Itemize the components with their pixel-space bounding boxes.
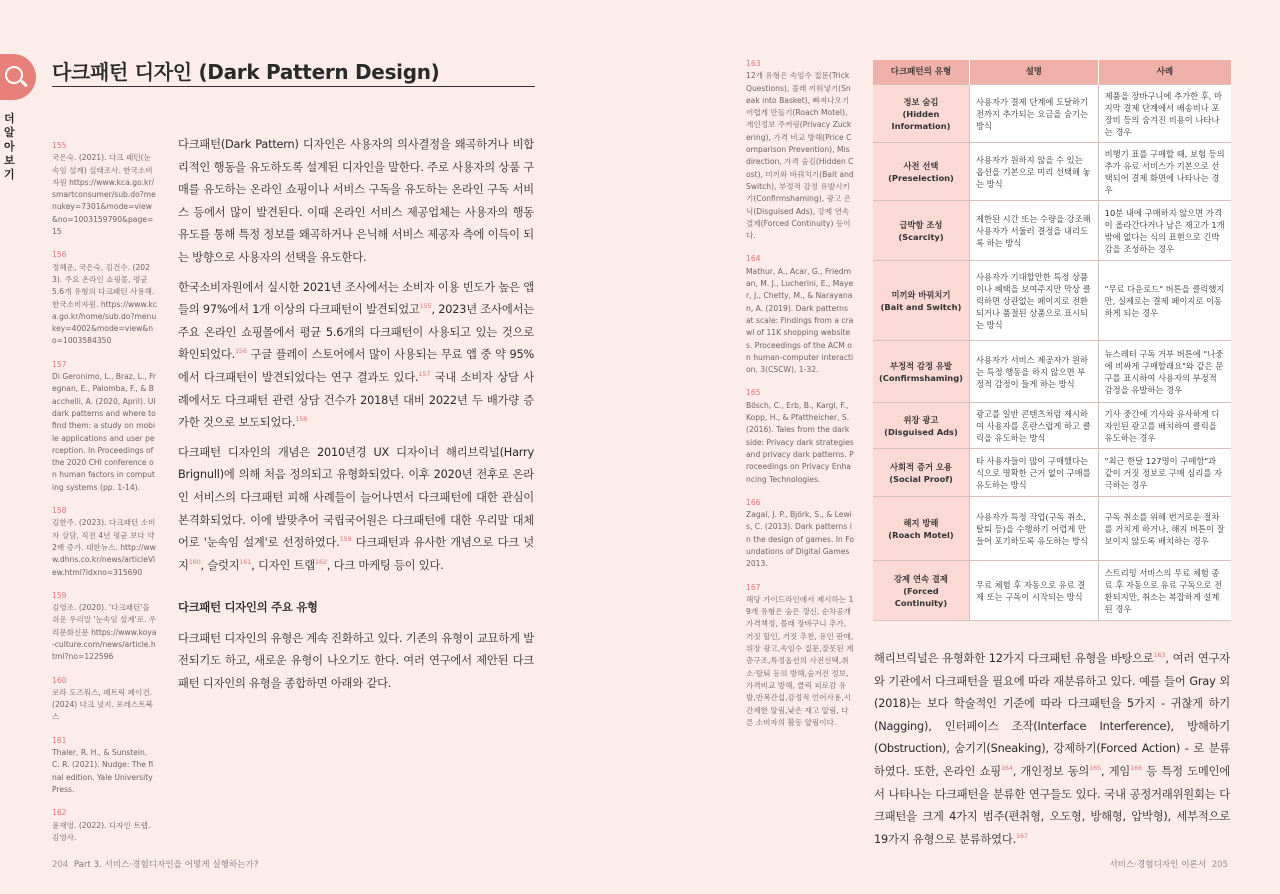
side-tab-label: 더알아보기	[4, 112, 15, 181]
pattern-example-cell: 비행기 표를 구매할 때, 보험 등의 추가 유료 서비스가 기본으로 선택되어 결제 화면에 나타나는 경우	[1098, 143, 1231, 201]
footnote-ref[interactable]: 159	[339, 535, 352, 544]
footnote-text: 12개 유형은 속임수 질문(Trick Questions), 몰래 끼워넣기(Sneak into Basket), 빠져나오기 어렵게 만들기(Roach Motel), 개인정보 주커링(Privacy Zuckering), 가격 비교 방해(Price Comparison Prevention), Misdirection, 가격 숨김(Hidden Cost), 미끼와 바꿔치기(Bait and Switch), 부정적 감정 유발시키기(Confirmshaming), 광고 은닉(Disguised Ads), 강제 연속 결제(Forced Continuity) 등이다.	[746, 71, 854, 241]
pattern-type-line: Information)	[891, 120, 951, 131]
pattern-example-cell: 10분 내에 구매하지 않으면 가격이 올라간다거나 남은 재고가 1개밖에 없다는 식의 표현으로 긴박감을 조성하는 경우	[1098, 201, 1231, 261]
right-footnotes	[746, 58, 854, 740]
footnote	[746, 387, 854, 485]
footnote	[746, 253, 854, 376]
footnote-number: 160	[52, 675, 67, 685]
footnote	[52, 359, 157, 494]
pattern-type-line: (Disguised Ads)	[884, 426, 958, 437]
pattern-example-cell: 기사 중간에 기사와 유사하게 디자인된 광고를 배치하여 클릭을 유도하는 경우	[1098, 403, 1231, 449]
pattern-description-cell: 사용자가 기대할만한 특정 상품이나 혜택을 보여주지만 막상 클릭하면 상관없는 페이지로 전환되거나 품절된 상품으로 표시되는 방식	[969, 261, 1098, 341]
pattern-type-line: (Preselection)	[888, 172, 954, 183]
table-row	[873, 201, 1231, 261]
pattern-type-line: (Hidden	[902, 108, 940, 119]
pattern-type-line: (Forced Continuity)	[894, 585, 948, 608]
pattern-type-line: 해지 방해	[903, 517, 939, 528]
footnote-text: Bösch, C., Erb, B., Kargl, F., Kopp, H., & Pfattheicher, S. (2016). Tales from the dark side: Privacy dark strategies and privacy dark patterns. Proceedings on Privacy Enhancing Technologies.	[746, 400, 854, 484]
pattern-description-cell: 제한된 시간 또는 수량을 강조해 사용자가 서둘러 결정을 내리도록 하는 방식	[969, 201, 1098, 261]
main-body	[178, 134, 534, 703]
footnote	[52, 505, 157, 579]
table-row	[873, 497, 1231, 561]
paragraph-4: 다크패턴 디자인의 유형은 계속 진화하고 있다. 기존의 유형이 교묘하게 발전되기도 하고, 새로운 유형이 나오기도 한다. 여러 연구에서 제안된 다크패턴 디자인의 유형을 종합하면 아래와 같다.	[178, 631, 534, 691]
pattern-type-cell	[873, 341, 969, 403]
footnote-ref[interactable]: 165	[1089, 764, 1101, 773]
footnote-ref[interactable]: 158	[295, 415, 308, 424]
footnote-text: Zagal, J. P., Björk, S., & Lewis, C. (2013). Dark patterns in the design of games. In Foundations of Digital Games 2013.	[746, 510, 854, 569]
pattern-type-line: (Scarcity)	[898, 231, 944, 242]
pattern-type-line: 부정적 감정 유발	[890, 360, 952, 371]
footnote	[52, 590, 157, 664]
pattern-type-line: (Social Proof)	[889, 473, 953, 484]
pattern-description-cell: 사용자가 결제 단계에 도달하기 전까지 추가되는 요금을 숨기는 방식	[969, 85, 1098, 143]
section-heading: 다크패턴 디자인의 주요 유형	[178, 601, 318, 615]
footnote-text: Thaler, R. H., & Sunstein, C. R. (2021). Nudge: The final edition. Yale University Press.	[52, 748, 154, 794]
pattern-example-cell: 구독 취소를 위해 번거로운 절차를 거치게 하거나, 해지 버튼이 잘 보이지 않도록 배치하는 경우	[1098, 497, 1231, 561]
footnote-number: 164	[746, 254, 761, 264]
pattern-type-line: (Bait and Switch)	[880, 301, 962, 312]
pattern-description-cell: 사용자가 서비스 제공자가 원하는 특정 행동을 하지 않으면 부정적 감정이 들게 하는 방식	[969, 341, 1098, 403]
footnote-ref[interactable]: 164	[1000, 764, 1013, 773]
table-row	[873, 561, 1231, 621]
footnote	[52, 249, 157, 347]
pattern-type-cell	[873, 561, 969, 621]
footnote-text: 정혜운, 국은숙, 김건수. (2023). 주요 온라인 쇼핑몰, 평균 5.6개 유형의 다크패턴 사용해. 한국소비자원. https://www.kca.go.kr/home/sub.do?menukey=4002&mode=view&no=1003584350	[52, 262, 157, 346]
footnote-ref[interactable]: 167	[1016, 831, 1028, 840]
footnote-number: 163	[746, 59, 761, 68]
footnote-number: 157	[52, 359, 67, 369]
table-header: 다크패턴의 유형	[873, 60, 969, 85]
footnote-text: 윤재영. (2022). 디자인 트랩. 김영사.	[52, 820, 151, 842]
pattern-type-line: 급박함 조성	[899, 219, 943, 230]
pattern-description-cell: 무료 체험 후 자동으로 유료 결제 또는 구독이 시작되는 방식	[969, 561, 1098, 621]
pattern-description-cell: 사용자가 특정 작업(구독 취소, 탈퇴 등)을 수행하기 어렵게 만들어 포기하도록 유도하는 방식	[969, 497, 1098, 561]
dark-pattern-table	[873, 60, 1231, 621]
footnote-text: 로라 도즈워스, 패트릭 페이건. (2024) 다크 넛지. 포레스트북스	[52, 687, 153, 722]
running-title: 서비스·경험디자인 이론서	[1109, 860, 1207, 870]
footnote	[746, 58, 854, 242]
footnote-ref[interactable]: 157	[418, 370, 431, 379]
pattern-example-cell: "최근 한달 127명이 구매함"과 같이 거짓 정보로 구매 심리를 자극하는 경우	[1098, 449, 1231, 497]
footnote-text: 김영조. (2020). '다크패턴'을 쉬운 우리말 '눈속임 설계'로. 우리문화신문 https://www.koya-culture.com/news/article.html?no=122596	[52, 603, 157, 662]
page-number: 205	[1211, 860, 1228, 870]
pattern-example-cell: 뉴스레터 구독 거부 버튼에 "나중에 비싸게 구매할래요"와 같은 문구를 표시하여 사용자의 부정적 감정을 유발하는 경우	[1098, 341, 1231, 403]
pattern-type-cell	[873, 403, 969, 449]
running-title: Part 3. 서비스·경험디자인을 어떻게 실행하는가?	[73, 860, 259, 870]
footnote-text: Mathur, A., Acar, G., Friedman, M. J., Lucherini, E., Mayer, J., Chetty, M., & Narayanan, A. (2019). Dark patterns at scale: Findings from a crawl of 11K shopping websites. Proceedings of the ACM on human-computer interaction, 3(CSCW), 1-32.	[746, 266, 854, 375]
table-row	[873, 261, 1231, 341]
pattern-type-cell	[873, 143, 969, 201]
footnote	[52, 140, 157, 238]
footnote-ref[interactable]: 161	[239, 557, 252, 566]
footnote-ref[interactable]: 166	[1130, 764, 1142, 773]
pattern-description-cell: 사용자가 원하지 않을 수 있는 옵션을 기본으로 미리 선택해 놓는 방식	[969, 143, 1098, 201]
paragraph-2: 한국소비자원에서 실시한 2021년 조사에서는 소비자 이용 빈도가 높은 앱들의 97%에서 1개 이상의 다크패턴이 발견되었고$^{155}$, 2023년 조사에서는 주요 온라인 쇼핑몰에서 평균 5.6개의 다크패턴이 사용되고 있는 것으로 확인되었다.$^{156}$ 구글 플레이 스토어에서 많이 사용되는 무료 앱 중 약 95%에서 다크패턴이 발견되었다는 연구 결과도 있다.$^{157}$ 국내 소비자 상담 사례에서도 다크패턴 관련 상담 건수가 2018년 대비 2022년 두 배가량 증가한 것으로 보도되었다.$^{158}$	[178, 280, 534, 430]
footnote-number: 158	[52, 506, 67, 516]
footnote-number: 156	[52, 250, 67, 260]
footnote-number: 155	[52, 141, 67, 150]
footnote-text: Di Geronimo, L., Braz, L., Fregnan, E., Palomba, F., & Bacchelli, A. (2020, April). UI dark patterns and where to find them: a study on mobile applications and user perception. In Proceedings of the 2020 CHI conference on human factors in computing systems (pp. 1-14).	[52, 372, 157, 492]
pattern-example-cell: 스트리밍 서비스의 무료 체험 종료 후 자동으로 유료 구독으로 전환되지만, 취소는 복잡하게 설계된 경우	[1098, 561, 1231, 621]
table-header: 설명	[969, 60, 1098, 85]
table-row	[873, 403, 1231, 449]
left-footnotes	[52, 140, 157, 855]
footnote-ref[interactable]: 160	[188, 557, 201, 566]
footnote	[52, 807, 157, 844]
footnote	[52, 735, 157, 796]
footnote	[52, 675, 157, 724]
right-body: 해리브릭널은 유형화한 12가지 다크패턴 유형을 바탕으로$^{163}$, 여러 연구자와 기관에서 다크패턴을 필요에 따라 재분류하고 있다. 예를 들어 Gray 외(2018)는 보다 학술적인 기준에 따라 다크패턴을 5가지 - 귀찮게 하기(Nagging), 인터페이스 조작(Interface Interference), 방해하기(Obstruction), 숨기기(Sneaking), 강제하기(Forced Action) - 로 분류하였다. 또한, 온라인 쇼핑$^{164}$, 개인정보 동의$^{165}$, 게임$^{166}$ 등 특정 도메인에서 나타나는 다크패턴을 분류한 연구들도 있다. 국내 공정거래위원회는 다크패턴을 크게 4가지 범주(편취형, 오도형, 방해형, 압박형), 세부적으로 19가지 유형으로 분류하였다.$^{167}$	[874, 651, 1231, 846]
footnote-ref[interactable]: 156	[234, 347, 247, 356]
footnote-ref[interactable]: 155	[419, 302, 432, 311]
pattern-type-line: 위장 광고	[903, 414, 939, 425]
pattern-type-cell	[873, 201, 969, 261]
footnote-ref[interactable]: 163	[1153, 651, 1166, 660]
footnote-number: 166	[746, 497, 761, 507]
footnote-number: 162	[52, 808, 67, 818]
pattern-type-cell	[873, 497, 969, 561]
paragraph-1: 다크패턴(Dark Pattern) 디자인은 사용자의 의사결정을 왜곡하거나 비합리적인 행동을 유도하도록 설계된 디자인을 말한다. 주로 사용자의 상품 구매를 유도하는 온라인 쇼핑이나 서비스 구독을 유도하는 온라인 구독 서비스 등에서 많이 발견된다. 이때 온라인 서비스 제공업체는 사용자의 행동 유도를 통해 특정 정보를 왜곡하거나 은닉해 서비스 제공자 측에 이득이 되는 방향으로 사용자의 선택을 유도한다.	[178, 138, 534, 264]
table-row	[873, 85, 1231, 143]
pattern-type-line: 사전 선택	[903, 160, 939, 171]
footnote-text: 국은숙. (2021). 다크 패턴(눈속임 설계) 실태조사. 한국소비자원 https://www.kca.go.kr/smartconsumer/sub.do?menukey=7301&mode=view&no=1003159790&page=15	[52, 153, 156, 237]
pattern-type-line: 미끼와 바꿔치기	[891, 289, 951, 300]
footer-left	[52, 858, 258, 870]
table-row	[873, 341, 1231, 403]
pattern-type-line: 강제 연속 결제	[894, 573, 948, 584]
pattern-type-line: 사회적 증거 오용	[890, 461, 952, 472]
pattern-type-cell	[873, 449, 969, 497]
footnote	[746, 582, 854, 730]
dark-pattern-table-wrap	[873, 60, 1231, 621]
search-tab[interactable]	[0, 54, 36, 100]
table-header: 사례	[1098, 60, 1231, 85]
footer-right	[1109, 858, 1228, 870]
table-row	[873, 143, 1231, 201]
pattern-description-cell: 타 사용자들이 많이 구매했다는 식으로 명확한 근거 없이 구매를 유도하는 방식	[969, 449, 1098, 497]
title-divider	[52, 86, 535, 87]
pattern-type-cell	[873, 85, 969, 143]
pattern-type-line: (Roach Motel)	[888, 529, 954, 540]
footnote-number: 161	[52, 735, 67, 745]
search-icon	[5, 66, 23, 84]
page-title: 다크패턴 디자인 (Dark Pattern Design)	[52, 60, 440, 84]
footnote-text: 김한주. (2023). 다크패턴 소비자 상담, 직전 4년 평균 보다 약 2배 증가. 대한뉴스. http://www.dhns.co.kr/news/articleView.html?idxno=315690	[52, 518, 156, 577]
footnote-number: 159	[52, 590, 67, 600]
footnote-text: 해당 가이드라인에서 제시하는 19개 유형은 숨은 갱신, 순차공개 가격책정, 몰래 장바구니 추가, 거짓 할인, 거짓 추천, 유인 판매,위장 광고,속임수 질문,잘못된 계층구조,특정옵션의 사전선택,취소·탈퇴 등의 방해,숨겨진 정보,가격비교 방해, 클릭 피로감 유발,반복간섭,감정적 언어사용,시간제한 알림,낮은 재고 알림, 다른 소비자의 활동 알림이다.	[746, 594, 854, 727]
pattern-example-cell: "무료 다운로드" 버튼을 클릭했지만, 실제로는 결제 페이지로 이동하게 되는 경우	[1098, 261, 1231, 341]
page-number: 204	[52, 860, 69, 870]
footnote	[746, 497, 854, 571]
table-row	[873, 449, 1231, 497]
footnote-ref[interactable]: 162	[315, 557, 327, 566]
footnote-number: 165	[746, 388, 761, 398]
pattern-description-cell: 광고를 일반 콘텐츠처럼 제시하여 사용자를 혼란스럽게 하고 클릭을 유도하는 방식	[969, 403, 1098, 449]
pattern-type-cell	[873, 261, 969, 341]
pattern-type-line: 정보 숨김	[903, 96, 939, 107]
pattern-example-cell: 제품을 장바구니에 추가한 후, 마지막 결제 단계에서 배송비나 포장비 등의 숨겨진 비용이 나타나는 경우	[1098, 85, 1231, 143]
footnote-number: 167	[746, 582, 761, 592]
paragraph-3: 다크패턴 디자인의 개념은 2010년경 UX 디자이너 해리브릭널(Harry Brignull)에 의해 처음 정의되고 유형화되었다. 이후 2020년 전후로 온라인 서비스의 다크패턴 피해 사례들이 늘어나면서 다크패턴에 대한 관심이 본격화되었다. 이에 발맞추어 국립국어원은 다크패턴에 대한 우리말 대체어로 '눈속임 설계'로 선정하였다.$^{159}$ 다크패턴과 유사한 개념으로 다크 넛지$^{160}$, 슬럿지$^{161}$, 디자인 트랩$^{162}$, 다크 마케팅 등이 있다.	[178, 445, 534, 572]
pattern-type-line: (Confirmshaming)	[879, 372, 963, 383]
